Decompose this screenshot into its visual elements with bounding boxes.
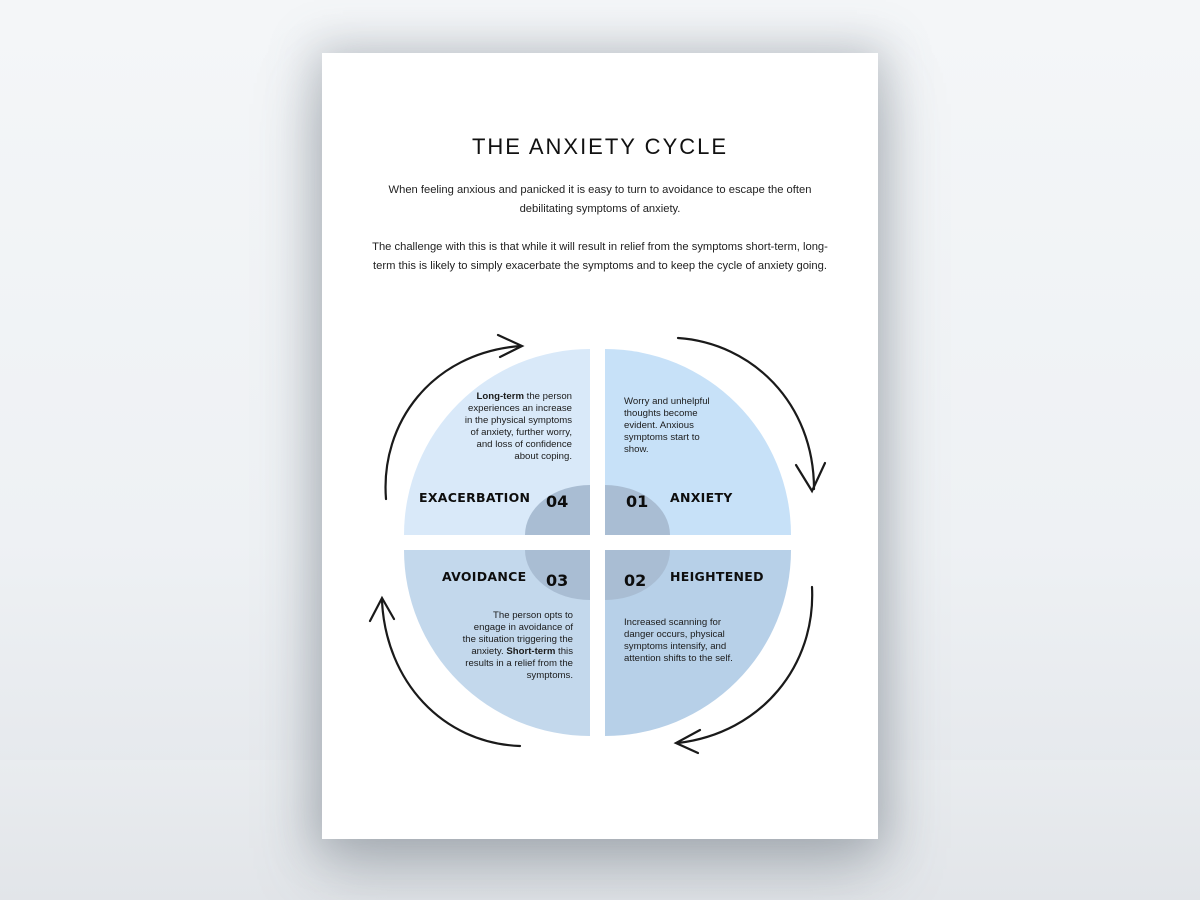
arrow-top-right-head — [796, 463, 825, 491]
document-page — [322, 53, 878, 839]
exacerbation-description: Long-term the person experiences an increase in the physical symptoms of anxiety, further worry, and loss of confidence about coping. — [464, 391, 572, 462]
avoidance-description: The person opts to engage in avoidance of the situation triggering the anxiety. Short-term this results in a relief from the symptoms. — [462, 610, 573, 681]
stage-label-avoidance: AVOIDANCE — [442, 569, 527, 584]
intro-paragraph-2: The challenge with this is that while it will result in relief from the symptoms short-term, long-term this is likely to simply exacerbate the symptoms and to keep the cycle of anxiety going. — [372, 241, 828, 272]
stage-number-02: 02 — [624, 571, 647, 590]
stage-number-03: 03 — [546, 571, 569, 590]
intro-paragraph-1: When feeling anxious and panicked it is easy to turn to avoidance to escape the often debilitating symptoms of anxiety. — [388, 184, 812, 215]
stage-label-anxiety: ANXIETY — [670, 490, 733, 505]
page-title: THE ANXIETY CYCLE — [471, 133, 729, 159]
stage-number-04: 04 — [546, 492, 569, 511]
heightened-description: Increased scanning for danger occurs, physical symptoms intensify, and attention shifts to the self. — [624, 617, 733, 664]
stage-label-exacerbation: EXACERBATION — [419, 490, 531, 505]
anxiety-description: Worry and unhelpful thoughts become evident. Anxious symptoms start to show. — [624, 396, 710, 455]
stage-number-01: 01 — [626, 492, 649, 511]
stage-label-heightened: HEIGHTENED — [670, 569, 764, 584]
anxiety-cycle-diagram — [322, 53, 878, 839]
